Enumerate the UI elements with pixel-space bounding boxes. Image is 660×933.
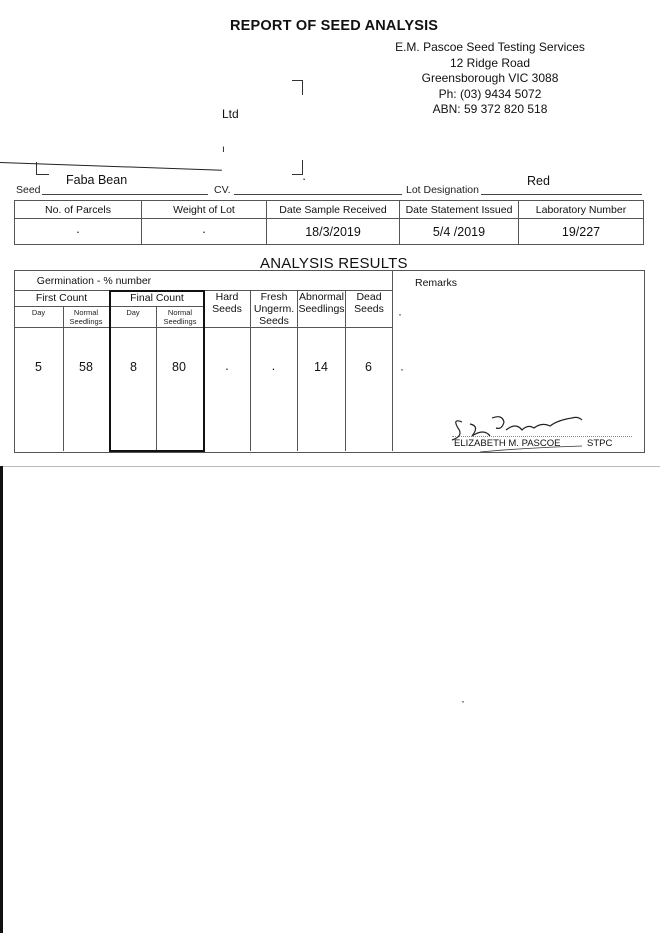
client-name-fragment: Ltd bbox=[222, 107, 239, 121]
lab-suburb: Greensborough VIC 3088 bbox=[421, 71, 559, 86]
signatory-credential: STPC bbox=[587, 438, 613, 449]
date-issued-value: 5/4 /2019 bbox=[400, 219, 519, 245]
first-count-normal-label: Normal Seedlings bbox=[69, 308, 103, 326]
address-corner-top-right bbox=[292, 80, 303, 95]
parcels-value: · bbox=[15, 219, 142, 245]
final-count-day-label: Day bbox=[126, 308, 140, 317]
first-count-label: First Count bbox=[35, 292, 88, 304]
report-title: REPORT OF SEED ANALYSIS bbox=[230, 18, 439, 34]
first-count-day-label: Day bbox=[31, 308, 46, 317]
lab-company-name: E.M. Pascoe Seed Testing Services bbox=[395, 40, 585, 54]
lab-abn: ABN: 59 372 820 518 bbox=[432, 102, 548, 117]
lab-number-header: Laboratory Number bbox=[519, 201, 644, 219]
cv-value: · bbox=[302, 172, 307, 186]
hard-seeds-value: · bbox=[224, 362, 230, 376]
first-count-normal-value: 58 bbox=[79, 360, 93, 374]
divider bbox=[111, 306, 203, 307]
client-address-mark: ı bbox=[222, 144, 225, 155]
stray-mark: · bbox=[461, 694, 465, 708]
cv-underline bbox=[234, 194, 402, 195]
final-count-normal-value: 80 bbox=[172, 360, 186, 374]
date-received-header: Date Sample Received bbox=[267, 201, 400, 219]
seed-value: Faba Bean bbox=[66, 173, 128, 187]
remarks-mark: · bbox=[398, 307, 402, 321]
lab-address-block bbox=[360, 40, 620, 118]
sample-info-value-row bbox=[15, 219, 644, 245]
lot-designation-value: Red bbox=[527, 174, 550, 188]
sample-info-table bbox=[14, 200, 644, 245]
weight-value: · bbox=[142, 219, 267, 245]
final-count-label: Final Count bbox=[130, 292, 184, 304]
hard-seeds-label: Hard Seeds bbox=[212, 291, 242, 315]
remarks-mark: · bbox=[400, 362, 404, 376]
cv-label: CV. bbox=[214, 184, 231, 196]
lab-street: 12 Ridge Road bbox=[449, 55, 531, 70]
document-bottom-edge bbox=[0, 466, 660, 467]
fresh-ungerm-seeds-label: Fresh Ungerm. Seeds bbox=[253, 291, 295, 327]
dead-seeds-value: 6 bbox=[365, 360, 372, 374]
divider bbox=[392, 270, 393, 451]
lot-designation-label: Lot Designation bbox=[406, 184, 479, 196]
lab-phone: Ph: (03) 9434 5072 bbox=[438, 86, 542, 101]
weight-header: Weight of Lot bbox=[142, 201, 267, 219]
redaction-edge bbox=[0, 162, 222, 171]
left-edge-shadow bbox=[0, 466, 3, 933]
parcels-header: No. of Parcels bbox=[15, 201, 142, 219]
seed-label: Seed bbox=[16, 184, 41, 196]
abnormal-seedlings-value: 14 bbox=[314, 360, 328, 374]
fresh-ungerm-value: · bbox=[271, 362, 276, 376]
germination-label: Germination - % number bbox=[36, 275, 152, 287]
seed-underline bbox=[42, 194, 208, 195]
date-issued-header: Date Statement Issued bbox=[400, 201, 519, 219]
signature-dotted-line bbox=[452, 436, 632, 437]
date-received-value: 18/3/2019 bbox=[267, 219, 400, 245]
lab-number-value: 19/227 bbox=[519, 219, 644, 245]
first-count-day-value: 5 bbox=[35, 360, 42, 374]
abnormal-seedlings-label: Abnormal Seedlings bbox=[298, 291, 345, 315]
divider bbox=[156, 306, 157, 450]
divider bbox=[14, 306, 109, 307]
signatory-name: ELIZABETH M. PASCOE bbox=[454, 438, 561, 449]
sample-info-header-row bbox=[15, 201, 644, 219]
final-count-day-value: 8 bbox=[130, 360, 137, 374]
final-count-normal-label: Normal Seedlings bbox=[163, 308, 197, 326]
remarks-label: Remarks bbox=[415, 277, 458, 289]
lot-designation-underline bbox=[481, 194, 642, 195]
analysis-results-title: ANALYSIS RESULTS bbox=[260, 255, 408, 272]
dead-seeds-label: Dead Seeds bbox=[354, 291, 384, 315]
